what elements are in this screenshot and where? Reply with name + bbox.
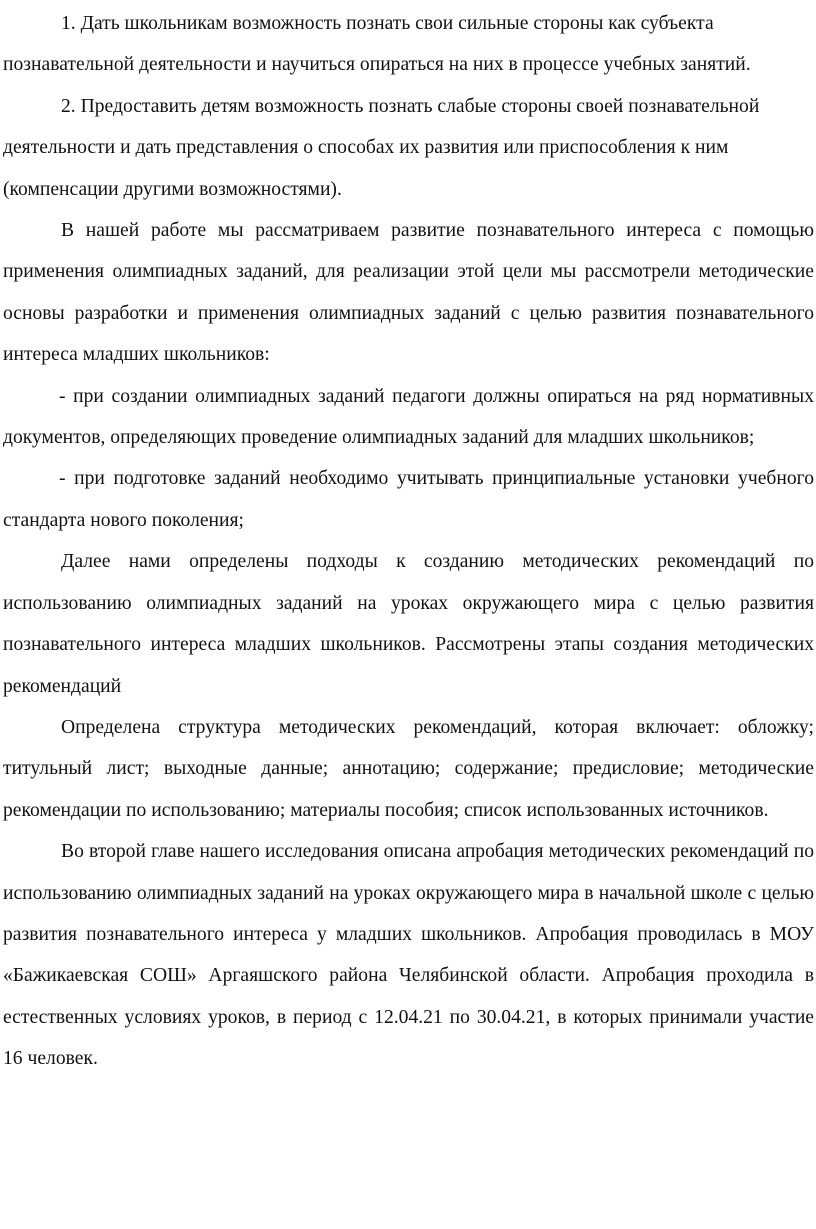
paragraph-approaches: Далее нами определены подходы к созданию методических рекомендаций по использованию олимпиадных заданий на уроках окружающего мира с целью развития познавательного интереса младших школьников. Рассмотрены этапы создания методических рекомендаций <box>3 551 814 697</box>
paragraph-goal-1: 1. Дать школьникам возможность познать свои сильные стороны как субъекта познавательной деятельности и научиться опираться на них в процессе учебных занятий. <box>3 13 751 76</box>
list-item-standard-principles: - при подготовке заданий необходимо учитывать принципиальные установки учебного стандарта нового поколения; <box>3 468 814 531</box>
paragraph-structure: Определена структура методических рекомендаций, которая включает: обложку; титульный лист; выходные данные; аннотацию; содержание; предисловие; методические рекомендации по использованию; материалы пособия; список использованных источников. <box>3 716 814 821</box>
list-item-normative-documents: - при создании олимпиадных заданий педагоги должны опираться на ряд нормативных документов, определяющих проведение олимпиадных заданий для младших школьников; <box>3 385 814 449</box>
paragraph-research-intro: В нашей работе мы рассматриваем развитие познавательного интереса с помощью применения олимпиадных заданий, для реализации этой цели мы рассмотрели методические основы разработки и применения олимпиадных заданий с целью развития познавательного интереса младших школьников: <box>3 220 814 366</box>
paragraph-goal-2: 2. Предоставить детям возможность познать слабые стороны своей познавательной деятельности и дать представления о способах их развития или приспособления к ним (компенсации другими возможностями). <box>3 95 760 200</box>
paragraph-approbation: Во второй главе нашего исследования описана апробация методических рекомендаций по использованию олимпиадных заданий на уроках окружающего мира в начальной школе с целью развития познавательного интереса у младших школьников. Апробация проводилась в МОУ «Бажикаевская СОШ» Аргаяшского района Челябинской области. Апробация проходила в естественных условиях уроков, в период с 12.04.21 по 30.04.21, в которых принимали участие 16 человек. <box>3 841 814 1070</box>
